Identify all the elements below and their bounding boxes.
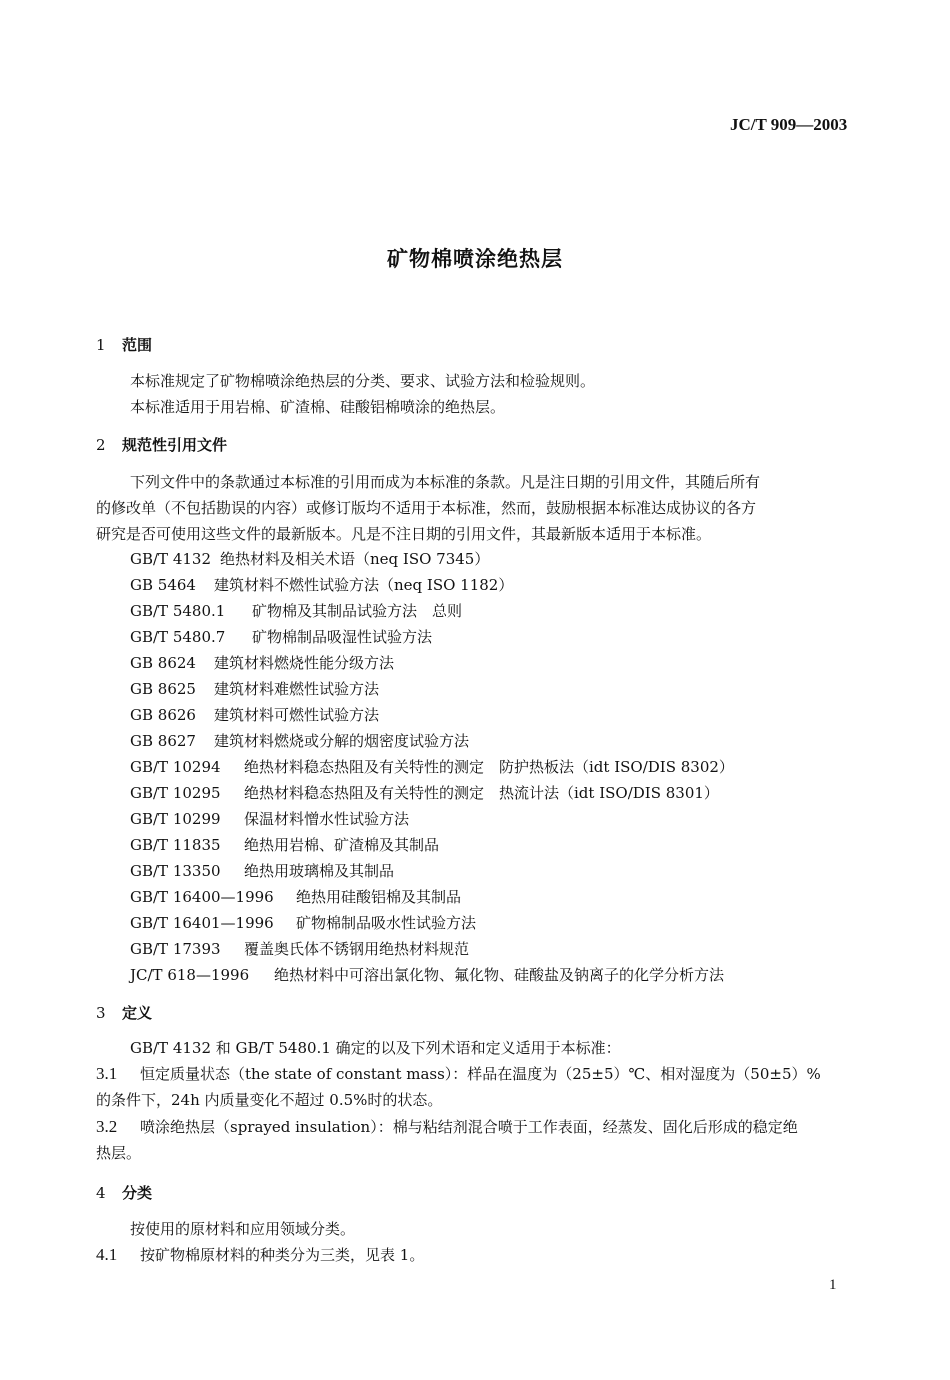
reference-title: 建筑材料不燃性试验方法（neq ISO 1182）: [214, 576, 514, 594]
definition-3-1-line-2: 的条件下，24h 内质量变化不超过 0.5%时的状态。: [96, 1091, 443, 1109]
subsection-text: 按矿物棉原材料的种类分为三类，见表 1。: [140, 1246, 425, 1264]
reference-code: GB 8624: [130, 654, 196, 672]
reference-title: 绝热用岩棉、矿渣棉及其制品: [244, 836, 440, 854]
reference-title: 绝热材料及相关术语（neq ISO 7345）: [220, 550, 490, 568]
reference-code: JC/T 618—1996: [130, 966, 250, 984]
reference-item: [130, 730, 469, 751]
definition-3-2-line-1: [96, 1114, 798, 1140]
reference-title: 矿物棉及其制品试验方法 总则: [252, 602, 463, 620]
reference-item: [130, 626, 432, 647]
reference-item: [130, 808, 409, 829]
section-3-heading: [96, 1002, 152, 1023]
section-3-intro: GB/T 4132 和 GB/T 5480.1 确定的以及下列术语和定义适用于本标准：: [130, 1039, 621, 1057]
reference-title: 建筑材料难燃性试验方法: [214, 680, 380, 698]
reference-title: 矿物棉制品吸水性试验方法: [296, 914, 477, 932]
reference-item: [130, 652, 394, 673]
definition-text: 恒定质量状态（the state of constant mass）：样品在温度为（25±5）℃、相对湿度为（50±5）%: [140, 1065, 821, 1083]
reference-title: 覆盖奥氏体不锈钢用绝热材料规范: [244, 940, 470, 958]
reference-code: GB/T 13350: [130, 862, 221, 880]
reference-code: GB/T 16401—1996: [130, 914, 274, 932]
reference-item: [130, 938, 469, 959]
reference-item: [130, 548, 489, 569]
reference-item: [130, 782, 719, 803]
reference-item: [130, 964, 724, 985]
reference-title: 绝热材料中可溶出氯化物、氟化物、硅酸盐及钠离子的化学分析方法: [274, 966, 725, 984]
reference-code: GB/T 11835: [130, 836, 221, 854]
section-label: 定义: [122, 1004, 153, 1022]
section-number: 3: [96, 1004, 106, 1022]
definition-number: 3.1: [96, 1064, 118, 1083]
definition-number: 3.2: [96, 1117, 118, 1136]
reference-title: 建筑材料燃烧或分解的烟密度试验方法: [214, 732, 470, 750]
section-number: 1: [96, 336, 106, 354]
section-number: 4: [96, 1184, 106, 1202]
reference-item: [130, 704, 379, 725]
section-4-intro: 按使用的原材料和应用领域分类。: [130, 1220, 356, 1238]
section-1-heading: [96, 334, 152, 355]
reference-item: [130, 860, 394, 881]
reference-item: [130, 574, 513, 595]
reference-code: GB/T 5480.7: [130, 628, 226, 646]
section-1-paragraph-2: 本标准适用于用岩棉、矿渣棉、硅酸铝棉喷涂的绝热层。: [130, 398, 506, 416]
reference-code: GB 8626: [130, 706, 196, 724]
reference-item: [130, 834, 439, 855]
definition-3-2-line-2: 热层。: [96, 1144, 142, 1162]
reference-title: 建筑材料可燃性试验方法: [214, 706, 380, 724]
reference-item: [130, 912, 476, 933]
section-label: 规范性引用文件: [122, 436, 228, 454]
definition-text: 喷涂绝热层（sprayed insulation）：棉与粘结剂混合喷于工作表面，经蒸发、固化后形成的稳定绝: [140, 1118, 798, 1136]
reference-code: GB/T 16400—1996: [130, 888, 274, 906]
reference-title: 保温材料憎水性试验方法: [244, 810, 410, 828]
reference-title: 矿物棉制品吸湿性试验方法: [252, 628, 433, 646]
reference-item: [130, 600, 462, 621]
section-4-heading: [96, 1182, 152, 1203]
reference-code: GB/T 4132: [130, 550, 212, 568]
section-number: 2: [96, 436, 106, 454]
reference-item: [130, 678, 379, 699]
section-label: 分类: [122, 1184, 153, 1202]
reference-item: [130, 756, 734, 777]
subsection-number: 4.1: [96, 1245, 118, 1264]
section-label: 范围: [122, 336, 153, 354]
definition-3-1-line-1: [96, 1061, 821, 1087]
reference-code: GB 8627: [130, 732, 196, 750]
reference-title: 绝热材料稳态热阻及有关特性的测定 防护热板法（idt ISO/DIS 8302）: [244, 758, 734, 776]
reference-code: GB 8625: [130, 680, 196, 698]
section-2-intro-line-2: 的修改单（不包括勘误的内容）或修订版均不适用于本标准，然而，鼓励根据本标准达成协议的各方: [96, 499, 757, 517]
section-2-intro-line-1: 下列文件中的条款通过本标准的引用而成为本标准的条款。凡是注日期的引用文件，其随后所有: [130, 473, 761, 491]
reference-code: GB 5464: [130, 576, 196, 594]
reference-code: GB/T 10299: [130, 810, 221, 828]
standard-number: JC/T 909—2003: [730, 115, 848, 134]
reference-item: [130, 886, 461, 907]
reference-code: GB/T 5480.1: [130, 602, 226, 620]
section-1-paragraph-1: 本标准规定了矿物棉喷涂绝热层的分类、要求、试验方法和检验规则。: [130, 372, 596, 390]
reference-code: GB/T 17393: [130, 940, 221, 958]
reference-code: GB/T 10294: [130, 758, 221, 776]
reference-code: GB/T 10295: [130, 784, 221, 802]
section-2-intro-line-3: 研究是否可使用这些文件的最新版本。凡是不注日期的引用文件，其最新版本适用于本标准。: [96, 525, 712, 543]
reference-title: 绝热材料稳态热阻及有关特性的测定 热流计法（idt ISO/DIS 8301）: [244, 784, 719, 802]
section-2-heading: [96, 434, 227, 455]
reference-title: 绝热用玻璃棉及其制品: [244, 862, 395, 880]
reference-title: 建筑材料燃烧性能分级方法: [214, 654, 395, 672]
subsection-4-1: [96, 1242, 424, 1268]
document-title: 矿物棉喷涂绝热层: [387, 246, 563, 271]
page-number: 1: [829, 1277, 837, 1293]
reference-title: 绝热用硅酸铝棉及其制品: [296, 888, 462, 906]
